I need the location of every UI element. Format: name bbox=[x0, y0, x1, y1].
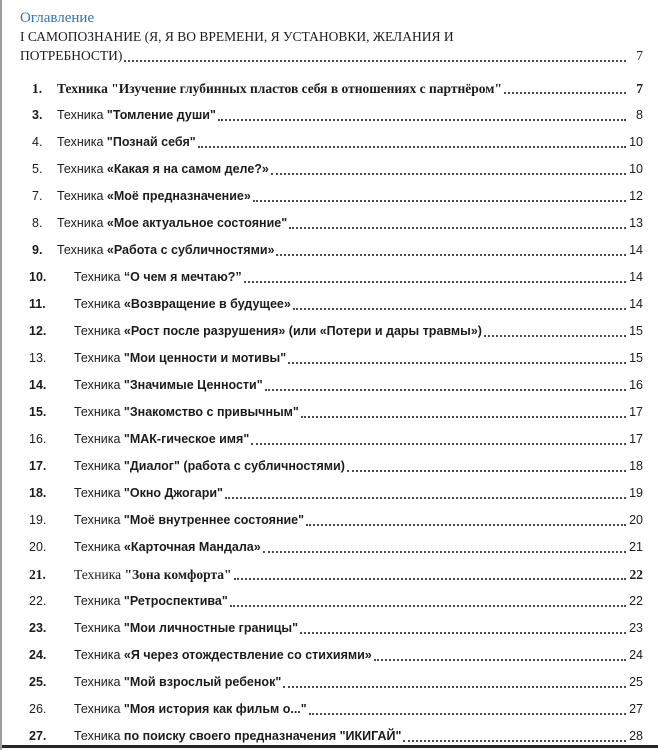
toc-entry[interactable] bbox=[2, 615, 658, 642]
entry-text: Техника "Мои ценности и мотивы" bbox=[74, 351, 287, 365]
entry-text: Техника "Зона комфорта" bbox=[74, 567, 232, 582]
dot-leader bbox=[234, 578, 627, 580]
page-bottom-rule bbox=[2, 745, 658, 748]
dot-leader bbox=[301, 416, 626, 418]
entry-text: Техника «Работа с субличностями» bbox=[57, 243, 275, 257]
dot-leader bbox=[283, 686, 626, 688]
toc-entry[interactable] bbox=[2, 75, 658, 102]
dot-leader bbox=[271, 173, 626, 175]
dot-leader bbox=[230, 605, 626, 607]
entry-text: Техника "Моя история как фильм о..." bbox=[74, 702, 307, 716]
entry-page-number: 22 bbox=[629, 567, 643, 582]
toc-entry[interactable] bbox=[2, 183, 658, 210]
entry-page-number: 8 bbox=[636, 108, 643, 122]
entry-text: Техника "Диалог" (работа с субличностями) bbox=[74, 459, 345, 473]
dot-leader bbox=[218, 119, 626, 121]
toc-entry[interactable] bbox=[2, 534, 658, 561]
dot-leader bbox=[484, 335, 626, 337]
entry-page-number: 12 bbox=[629, 189, 643, 203]
toc-entry[interactable] bbox=[2, 372, 658, 399]
entry-page-number: 23 bbox=[629, 621, 643, 635]
entry-page-number: 14 bbox=[629, 243, 643, 257]
section-heading-line2: ПОТРЕБНОСТИ) bbox=[20, 47, 123, 63]
dot-leader bbox=[124, 60, 626, 62]
toc-entry[interactable] bbox=[2, 588, 658, 615]
entry-text: Техника «Какая я на самом деле?» bbox=[57, 162, 269, 176]
entry-number: 26. bbox=[29, 702, 47, 716]
entry-text: Техника «Рост после разрушения» (или «Потери и дары травмы») bbox=[74, 324, 482, 338]
entry-number: 22. bbox=[29, 594, 47, 608]
entry-page-number: 13 bbox=[629, 216, 643, 230]
entry-page-number: 15 bbox=[629, 351, 643, 365]
entry-text: Техника "МАК-гическое имя" bbox=[74, 432, 250, 446]
entry-number: 13. bbox=[29, 351, 47, 365]
dot-leader bbox=[288, 362, 626, 364]
entry-number: 8. bbox=[32, 216, 43, 230]
toc-entry[interactable] bbox=[2, 480, 658, 507]
entry-page-number: 14 bbox=[629, 297, 643, 311]
entry-text: Техника «Я через отождествление со стихиями» bbox=[74, 648, 372, 662]
entry-page-number: 14 bbox=[629, 270, 643, 284]
entry-text: Техника "Значимые Ценности" bbox=[74, 378, 263, 392]
entry-text: Техника «Моё предназначение» bbox=[57, 189, 251, 203]
dot-leader bbox=[403, 740, 626, 742]
entry-number: 3. bbox=[32, 108, 43, 122]
entry-page-number: 18 bbox=[629, 459, 643, 473]
toc-entry[interactable] bbox=[2, 453, 658, 480]
entry-text: Техника "Томление души" bbox=[57, 108, 216, 122]
toc-entry[interactable] bbox=[2, 696, 658, 723]
toc-entry[interactable] bbox=[2, 561, 658, 588]
entry-text: Техника “О чем я мечтаю?” bbox=[74, 270, 242, 284]
entry-text: Техника "Моё внутреннее состояние" bbox=[74, 513, 305, 527]
toc-entries bbox=[2, 75, 658, 750]
toc-entry[interactable] bbox=[2, 318, 658, 345]
entry-text: Техника «Карточная Мандала» bbox=[74, 540, 261, 554]
toc-section-heading[interactable] bbox=[20, 28, 658, 65]
entry-page-number: 19 bbox=[629, 486, 643, 500]
toc-entry[interactable] bbox=[2, 507, 658, 534]
entry-page-number: 24 bbox=[629, 648, 643, 662]
entry-page-number: 16 bbox=[629, 378, 643, 392]
entry-number: 20. bbox=[29, 540, 47, 554]
entry-number: 5. bbox=[32, 162, 43, 176]
entry-page-number: 17 bbox=[629, 405, 643, 419]
dot-leader bbox=[265, 389, 626, 391]
entry-number: 27. bbox=[29, 729, 47, 743]
entry-text: Техника «Мое актуальное состояние" bbox=[57, 216, 288, 230]
dot-leader bbox=[225, 497, 626, 499]
entry-page-number: 21 bbox=[629, 540, 643, 554]
entry-number: 16. bbox=[29, 432, 47, 446]
entry-number: 17. bbox=[29, 459, 47, 473]
entry-number: 12. bbox=[29, 324, 47, 338]
dot-leader bbox=[300, 632, 626, 634]
toc-entry[interactable] bbox=[2, 264, 658, 291]
toc-entry[interactable] bbox=[2, 210, 658, 237]
toc-entry[interactable] bbox=[2, 291, 658, 318]
entry-number: 15. bbox=[29, 405, 47, 419]
dot-leader bbox=[276, 254, 626, 256]
entry-text: Техника "Изучение глубинных пластов себя в отношениях с партнёром" bbox=[57, 81, 502, 96]
dot-leader bbox=[306, 524, 626, 526]
toc-entry[interactable] bbox=[2, 669, 658, 696]
entry-number: 7. bbox=[32, 189, 43, 203]
toc-entry[interactable] bbox=[2, 102, 658, 129]
dot-leader bbox=[374, 659, 626, 661]
dot-leader bbox=[504, 92, 626, 94]
dot-leader bbox=[253, 200, 626, 202]
entry-number: 19. bbox=[29, 513, 47, 527]
toc-entry[interactable] bbox=[2, 129, 658, 156]
toc-entry[interactable] bbox=[2, 156, 658, 183]
entry-number: 14. bbox=[29, 378, 47, 392]
entry-text: Техника "Знакомство с привычным" bbox=[74, 405, 299, 419]
entry-page-number: 27 bbox=[629, 702, 643, 716]
entry-number: 18. bbox=[29, 486, 47, 500]
dot-leader bbox=[293, 308, 626, 310]
section-heading-line1: I САМОПОЗНАНИЕ (Я, Я ВО ВРЕМЕНИ, Я УСТАНОВКИ, ЖЕЛАНИЯ И bbox=[20, 29, 454, 44]
entry-text: Техника по поиску своего предназначения "ИКИГАЙ" bbox=[74, 729, 402, 743]
dot-leader bbox=[198, 146, 626, 148]
toc-entry[interactable] bbox=[2, 642, 658, 669]
toc-entry[interactable] bbox=[2, 345, 658, 372]
entry-number: 24. bbox=[29, 648, 47, 662]
entry-number: 4. bbox=[32, 135, 43, 149]
entry-page-number: 22 bbox=[629, 594, 643, 608]
entry-page-number: 15 bbox=[629, 324, 643, 338]
entry-page-number: 25 bbox=[629, 675, 643, 689]
entry-number: 11. bbox=[29, 297, 46, 311]
dot-leader bbox=[347, 470, 626, 472]
entry-text: Техника "Ретроспектива" bbox=[74, 594, 228, 608]
entry-number: 9. bbox=[32, 243, 43, 257]
dot-leader bbox=[289, 227, 626, 229]
entry-page-number: 10 bbox=[629, 162, 643, 176]
entry-number: 23. bbox=[29, 621, 47, 635]
entry-text: Техника «Возвращение в будущее» bbox=[74, 297, 291, 311]
toc-entry[interactable] bbox=[2, 237, 658, 264]
entry-number: 10. bbox=[29, 270, 47, 284]
dot-leader bbox=[263, 551, 626, 553]
entry-page-number: 17 bbox=[629, 432, 643, 446]
entry-number: 25. bbox=[29, 675, 47, 689]
toc-entry[interactable] bbox=[2, 399, 658, 426]
entry-text: Техника "Мой взрослый ребенок" bbox=[74, 675, 282, 689]
toc-entry[interactable] bbox=[2, 426, 658, 453]
toc-title: Оглавление bbox=[20, 10, 95, 26]
dot-leader bbox=[251, 443, 626, 445]
dot-leader bbox=[244, 281, 626, 283]
entry-page-number: 7 bbox=[636, 81, 643, 96]
entry-number: 21. bbox=[29, 567, 46, 582]
dot-leader bbox=[309, 713, 626, 715]
section-page-number: 7 bbox=[636, 47, 643, 63]
entry-page-number: 10 bbox=[629, 135, 643, 149]
entry-number: 1. bbox=[32, 81, 43, 96]
entry-page-number: 28 bbox=[629, 729, 643, 743]
entry-text: Техника "Окно Джогари" bbox=[74, 486, 223, 500]
entry-text: Техника "Мои личностные границы" bbox=[74, 621, 298, 635]
entry-text: Техника "Познай себя" bbox=[57, 135, 196, 149]
entry-page-number: 20 bbox=[629, 513, 643, 527]
